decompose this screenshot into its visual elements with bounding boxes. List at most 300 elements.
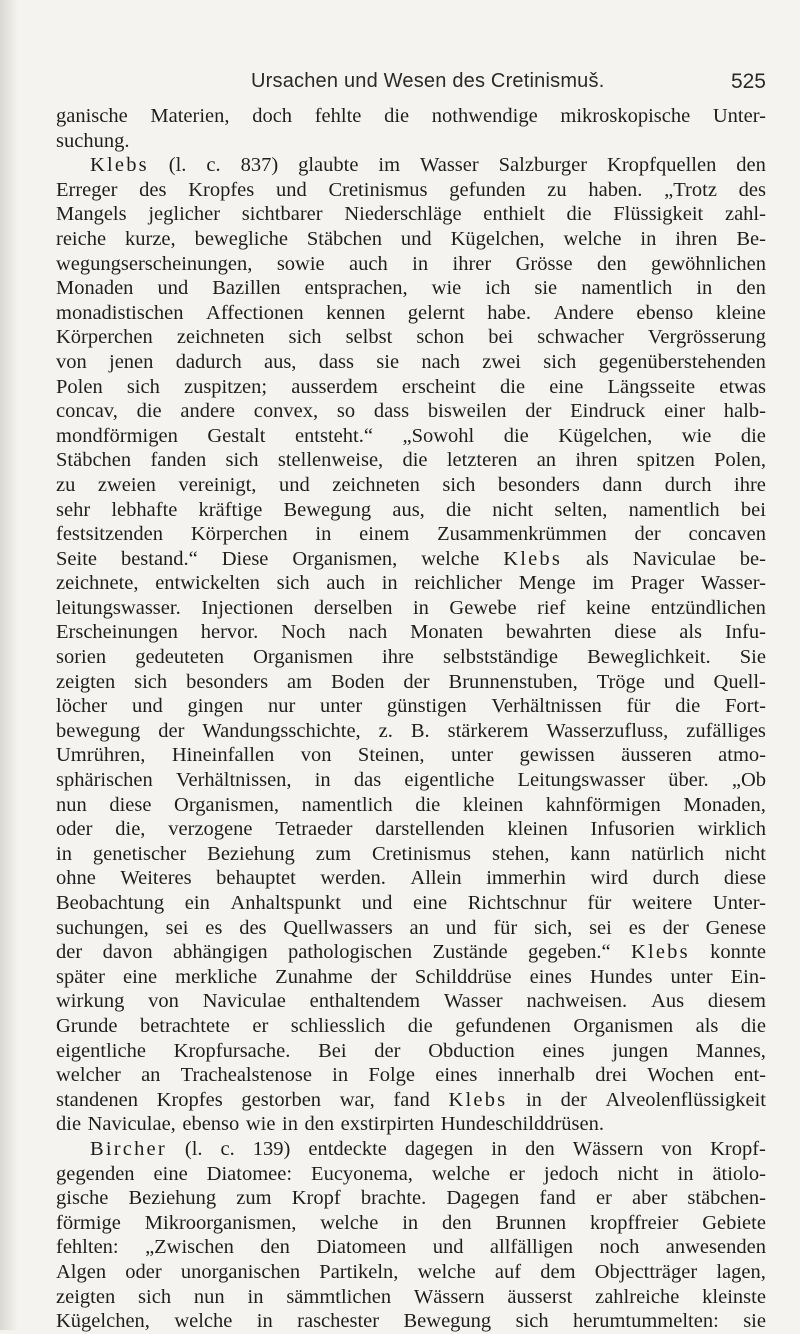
word: ent- (734, 1064, 766, 1087)
text-line (56, 842, 766, 867)
word: „Zwischen (145, 1236, 234, 1259)
word: Körperchen (56, 326, 153, 349)
word: von (56, 350, 87, 373)
word: innerhalb (497, 1064, 575, 1087)
word: diese (723, 867, 766, 890)
text-line (56, 866, 766, 891)
word: der (403, 670, 430, 693)
word: Quell- (713, 670, 766, 693)
word: schwacher (537, 326, 624, 349)
word: ihrer (452, 252, 492, 275)
word: derselben (313, 596, 393, 619)
word: besonders (497, 473, 580, 496)
word: auch (326, 572, 366, 595)
word: durch (664, 473, 712, 496)
text-line (56, 153, 766, 178)
word: wie (245, 1113, 276, 1136)
word: gische (56, 1187, 109, 1210)
word: aus, (392, 498, 425, 521)
word: bewegung (56, 719, 141, 742)
word: sphärischen (56, 769, 153, 792)
word: letzteren (446, 449, 518, 472)
word: Gewebe (449, 596, 517, 619)
word: Andere (553, 301, 614, 324)
text-line (56, 202, 766, 227)
word: 139) (252, 1137, 291, 1160)
word: Diese (221, 547, 269, 570)
word: Prager (630, 572, 685, 595)
word: dadurch (175, 350, 242, 373)
word: war, (339, 1088, 375, 1111)
word: nach (348, 621, 388, 644)
word: Zunahme (275, 965, 353, 988)
word: merkliche (175, 965, 258, 988)
text-line (56, 743, 766, 768)
word: nach (421, 350, 461, 373)
author-name: Bircher (90, 1137, 167, 1160)
word: in (256, 1310, 273, 1333)
word: ätiolo- (712, 1162, 766, 1185)
text-line (56, 719, 766, 744)
word: sorien (56, 646, 107, 669)
word: so (336, 400, 356, 423)
word: Steinen, (357, 744, 425, 767)
word: unter (670, 965, 713, 988)
word: schliesslich (290, 1014, 386, 1037)
word: c. (206, 154, 221, 177)
word: Kropfes (156, 1088, 223, 1111)
word: Diatomee: (206, 1162, 293, 1185)
word: eine (153, 1162, 188, 1185)
word: zeichneten (176, 326, 265, 349)
word: wie (431, 277, 462, 300)
word: Kügelchen, (558, 424, 653, 447)
word: welcher (56, 1064, 121, 1087)
word: Unter- (712, 892, 766, 914)
word: bewegliche (194, 227, 288, 250)
word: als (679, 621, 703, 644)
word: rief (537, 596, 566, 619)
word: und (432, 1236, 464, 1259)
word: Organismen (253, 646, 353, 669)
word: kurze, (125, 227, 176, 250)
word: zeigten (56, 1285, 116, 1308)
word: in (696, 277, 713, 300)
word: Bei (318, 1039, 347, 1062)
word: Brunnen (495, 1211, 567, 1234)
word: Umrühren, (56, 744, 146, 767)
text-line (56, 1014, 766, 1039)
word: zweien (97, 473, 156, 496)
word: Bewegung (403, 1310, 492, 1333)
word: Fort- (724, 695, 766, 718)
word: günstigen (386, 695, 467, 718)
word: Grösse (515, 252, 573, 275)
word: die (566, 203, 592, 226)
word: jungen (612, 1039, 669, 1062)
word: die (500, 375, 526, 398)
word: allfälligen (489, 1236, 574, 1259)
word: äusserst (507, 1285, 573, 1308)
word: bisweilen (427, 400, 507, 423)
word: entsteht.“ (294, 424, 373, 447)
word: Salzburger (498, 154, 588, 177)
text-line (56, 891, 766, 916)
word: gestorben (241, 1088, 322, 1111)
word: habe. (487, 301, 532, 324)
word: Organismen (573, 1014, 674, 1037)
word: verzogene (168, 818, 253, 841)
word: Erscheinungen (56, 621, 178, 644)
word: einem (359, 523, 410, 546)
word: es (628, 916, 646, 939)
word: auf (494, 1260, 522, 1283)
word: Bazillen (212, 277, 281, 300)
word: auch (349, 252, 388, 275)
word: jenen (109, 350, 154, 373)
word: als (586, 547, 609, 570)
word: Beziehung (207, 842, 295, 865)
word: fanden (150, 449, 207, 472)
word: exstirpirten (340, 1113, 435, 1136)
word: die, (115, 818, 146, 841)
word: gedeuteten (135, 646, 224, 669)
word: monadistischen (56, 301, 184, 324)
word: genetischer (92, 842, 187, 865)
text-line (56, 375, 766, 400)
word: keine (586, 596, 631, 619)
word: dagegen (404, 1137, 474, 1160)
text-line (56, 694, 766, 719)
word: Hundeschilddrüsen. (440, 1113, 604, 1136)
word: zu (56, 473, 76, 496)
word: Noch (281, 621, 326, 644)
word: Mannes, (695, 1039, 766, 1062)
word: besonders (186, 670, 269, 693)
word: bei (488, 326, 514, 349)
word: entzündlichen (650, 596, 766, 619)
word: welche (174, 1310, 233, 1333)
word: den (736, 277, 766, 300)
word: Wasser (420, 154, 479, 177)
text-line (56, 989, 766, 1014)
word: selbst (345, 326, 393, 349)
word: Seite (56, 547, 97, 570)
word: Stäbchen (306, 227, 382, 250)
word: der (158, 719, 185, 742)
text-line (56, 1063, 766, 1088)
word: Mikroorganismen, (144, 1211, 297, 1234)
text-line (56, 498, 766, 523)
word: Beobachtung (56, 892, 165, 914)
text-line (56, 301, 766, 326)
text-line (56, 448, 766, 473)
word: doch (252, 105, 293, 127)
word: die (675, 695, 701, 718)
word: kleinste (702, 1285, 766, 1308)
text-line (56, 817, 766, 842)
word: Hundes (589, 965, 653, 988)
word: kropffreier (589, 1211, 679, 1234)
word: Stäbchen (56, 449, 132, 472)
word: ebenso (636, 301, 694, 324)
word: stehen, (491, 842, 550, 865)
word: namentlich (628, 498, 720, 521)
word: Niederschläge (344, 203, 462, 226)
text-line (56, 1039, 766, 1064)
word: Gestalt (207, 424, 266, 447)
word: mikroskopische (560, 105, 691, 127)
word: reichlicher (414, 572, 503, 595)
word: Kropfquellen (607, 154, 717, 177)
word: später (56, 965, 105, 988)
word: selten, (554, 498, 608, 521)
word: sowie (276, 252, 325, 275)
word: Naviculae, (87, 1113, 176, 1136)
word: konnte (710, 941, 766, 964)
word: ihre (382, 646, 414, 669)
word: namentlich (581, 277, 673, 300)
text-line (56, 1211, 766, 1236)
word: löcher (56, 695, 108, 718)
word: der (634, 523, 661, 546)
word: noch (599, 1236, 640, 1259)
word: er (595, 1187, 612, 1210)
word: Verhältnissen (491, 695, 602, 718)
text-line (56, 1162, 766, 1187)
body-text (56, 104, 766, 1334)
word: am (286, 670, 313, 693)
word: der (370, 965, 397, 988)
word: gingen (187, 695, 244, 718)
word: Leitungswasser (517, 769, 646, 792)
word: schon (416, 326, 465, 349)
text-line (56, 129, 766, 154)
word: Kropf (291, 1187, 341, 1210)
word: ausserdem (291, 375, 378, 398)
text-line (56, 620, 766, 645)
word: aus, (263, 350, 297, 373)
author-name: Klebs (503, 547, 563, 570)
text-line (56, 325, 766, 350)
word: raschester (297, 1310, 380, 1333)
word: Trachealstenose (180, 1064, 312, 1087)
word: eines (529, 965, 572, 988)
word: z. (378, 719, 393, 742)
word: Zusammenkrümmen (437, 523, 607, 546)
word: wegungserscheinungen, (56, 252, 253, 275)
word: den (596, 252, 627, 275)
word: zahl- (724, 203, 766, 226)
word: in (412, 252, 429, 275)
text-line (56, 276, 766, 301)
word: stärkerem (447, 719, 529, 742)
text-line (56, 1235, 766, 1260)
word: Tröge (596, 670, 645, 693)
word: der (662, 916, 689, 939)
page-number: 525 (730, 70, 766, 93)
word: Unter- (712, 105, 766, 127)
author-name: Klebs (630, 941, 690, 964)
word: in (381, 572, 398, 595)
word: gegeben.“ (528, 941, 611, 964)
word: wie (681, 424, 712, 447)
word: Kropf- (710, 1137, 766, 1160)
word: sich (225, 449, 259, 472)
word: Beziehung (128, 1187, 217, 1210)
word: eine (412, 892, 448, 914)
word: „Sowohl (402, 424, 475, 447)
word: lebhafte (111, 498, 178, 521)
word: nothwendige (431, 105, 538, 127)
word: Ein- (730, 965, 766, 988)
word: der (525, 400, 552, 423)
word: eine (122, 965, 158, 988)
word: Zustände (432, 941, 508, 964)
word: davon (102, 941, 153, 964)
word: brachte. (360, 1187, 427, 1210)
word: Injectionen (201, 596, 294, 619)
text-line (56, 399, 766, 424)
text-line (56, 1285, 766, 1310)
word: concaven (688, 523, 766, 546)
word: Tetraeder (275, 818, 353, 841)
text-line (56, 1088, 766, 1113)
word: die (56, 1113, 82, 1136)
word: gewissen (519, 744, 595, 767)
word: und (278, 473, 310, 496)
word: Cretinismus (328, 178, 428, 201)
word: Beweglichkeit. (587, 646, 711, 669)
word: kahnförmigen (545, 793, 661, 816)
word: Wochen (647, 1064, 714, 1087)
word: in (56, 842, 72, 865)
word: entdeckte (308, 1137, 387, 1160)
word: eigentliche (404, 769, 495, 792)
word: welche (563, 227, 622, 250)
word: in (315, 523, 332, 546)
word: die (407, 1014, 433, 1037)
word: nun (56, 793, 87, 816)
word: Vergrösserung (647, 326, 766, 349)
word: fand (539, 1187, 576, 1210)
word: den (304, 1113, 335, 1136)
word: in (640, 227, 657, 250)
word: nachweisen. (526, 990, 628, 1013)
word: sich (126, 375, 160, 398)
word: Organismen, (292, 547, 398, 570)
text-line (56, 178, 766, 203)
word: nicht (724, 842, 766, 865)
word: sich, (534, 916, 573, 939)
word: Diatomeen (316, 1236, 407, 1259)
word: suchung. (56, 129, 130, 152)
word: den (260, 1236, 290, 1259)
word: von (300, 744, 332, 767)
word: Eindruck (570, 400, 646, 423)
word: enthielt (483, 203, 545, 226)
word: dass (373, 400, 410, 423)
word: in (412, 596, 429, 619)
word: welche (320, 1211, 379, 1234)
word: suchungen, (56, 916, 149, 939)
text-line (56, 252, 766, 277)
word: kleinen (507, 818, 568, 841)
word: glaubte (298, 154, 359, 177)
word: kann (570, 842, 611, 865)
word: die (740, 424, 766, 447)
word: (l. (168, 154, 187, 177)
word: zufälliges (686, 719, 766, 742)
word: Kügelchen, (56, 1310, 150, 1333)
word: an (536, 449, 557, 472)
word: selbstständige (442, 646, 558, 669)
word: convex, (253, 400, 319, 423)
word: zeichneten (332, 473, 420, 496)
word: namentlich (301, 793, 393, 816)
word: Wasserzufluss, (546, 719, 669, 742)
text-line (56, 965, 766, 990)
word: „Trotz (664, 178, 717, 201)
text-line (56, 350, 766, 375)
word: erscheint (401, 375, 476, 398)
word: Algen (56, 1260, 107, 1283)
word: Mangels (56, 203, 127, 226)
text-line (56, 916, 766, 941)
word: Wässern (413, 1285, 485, 1308)
word: diesem (707, 990, 766, 1013)
word: sie (743, 1310, 766, 1333)
word: Polen, (714, 449, 766, 472)
word: Wasser (443, 990, 503, 1013)
word: Folge (368, 1064, 416, 1087)
word: den (736, 154, 766, 177)
word: jeglicher (148, 203, 221, 226)
word: lagen, (716, 1260, 766, 1283)
word: in (332, 1064, 349, 1087)
word: den (525, 1137, 555, 1160)
word: wirkung (56, 990, 125, 1013)
word: sie (534, 277, 558, 300)
word: pathologischen (287, 941, 413, 964)
word: Eucyonema, (311, 1162, 413, 1185)
word: enthaltendem (309, 990, 421, 1013)
word: Affectionen (206, 301, 304, 324)
word: sich (442, 473, 476, 496)
word: Richtschnur (467, 892, 567, 914)
text-line (56, 645, 766, 670)
word: atmo- (718, 744, 766, 767)
word: gelernt (407, 301, 465, 324)
word: es (205, 916, 223, 939)
word: in (282, 1113, 298, 1136)
word: oder (56, 818, 93, 841)
word: der (560, 1088, 587, 1111)
word: Quellwassers (283, 916, 393, 939)
word: einer (664, 400, 706, 423)
word: spitzen (636, 449, 695, 472)
text-line (56, 1112, 766, 1137)
word: wirklich (697, 818, 766, 841)
word: welche (431, 1162, 490, 1185)
word: im (592, 572, 614, 595)
word: Dagegen (446, 1187, 520, 1210)
text-line (56, 1260, 766, 1285)
word: sich (138, 1285, 172, 1308)
word: Alveolenflüssigkeit (605, 1088, 766, 1111)
word: zeigten (56, 670, 116, 693)
word: unorganischen (180, 1260, 301, 1283)
